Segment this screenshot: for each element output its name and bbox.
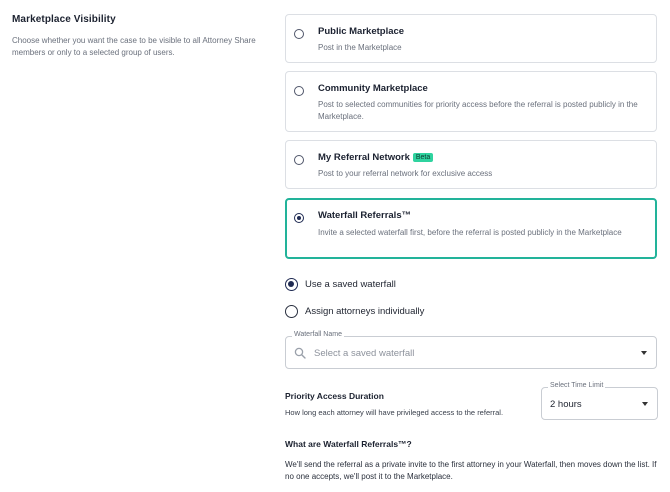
- beta-badge: Beta: [413, 153, 433, 162]
- time-limit-label: Select Time Limit: [550, 382, 604, 389]
- priority-description: How long each attorney will have privileged access to the referral.: [285, 408, 504, 417]
- visibility-section-info: [12, 14, 262, 59]
- info-title: What are Waterfall Referrals™?: [285, 439, 412, 449]
- use-saved-waterfall-option[interactable]: [285, 276, 396, 292]
- priority-title: Priority Access Duration: [285, 391, 384, 401]
- option-description: Invite a selected waterfall first, before the referral is posted publicly in the Marketplace: [318, 228, 622, 237]
- section-description: Choose whether you want the case to be visible to all Attorney Share members or only to a selected group of users.: [12, 36, 256, 57]
- time-limit-select[interactable]: [541, 382, 658, 420]
- radio-public-marketplace[interactable]: [294, 29, 304, 39]
- waterfall-name-select[interactable]: [285, 331, 657, 369]
- info-body: We'll send the referral as a private invite to the first attorney in your Waterfall, then moves down the list. If no one accepts, we'll post it to the Marketplace.: [285, 460, 657, 481]
- search-icon: [294, 347, 306, 359]
- option-description: Post to selected communities for priority access before the referral is posted publicly in the Marketplace.: [318, 100, 638, 121]
- assign-individually-option[interactable]: [285, 303, 424, 319]
- use-saved-waterfall-label: Use a saved waterfall: [305, 278, 396, 290]
- option-public-marketplace[interactable]: [285, 14, 657, 63]
- option-my-referral-network[interactable]: [285, 140, 657, 189]
- option-title: Community Marketplace: [318, 83, 428, 94]
- option-community-marketplace[interactable]: [285, 71, 657, 132]
- option-title: Waterfall Referrals™: [318, 210, 412, 221]
- option-title-row: [318, 152, 433, 163]
- waterfall-name-label: Waterfall Name: [294, 331, 342, 338]
- waterfall-name-placeholder: Select a saved waterfall: [314, 348, 415, 359]
- section-title: Marketplace Visibility: [12, 14, 116, 25]
- chevron-down-icon[interactable]: [641, 351, 647, 355]
- assign-individually-label: Assign attorneys individually: [305, 305, 425, 317]
- option-title: My Referral Network: [318, 152, 410, 163]
- option-title: Public Marketplace: [318, 26, 405, 37]
- radio-community-marketplace[interactable]: [294, 86, 304, 96]
- option-waterfall-referrals[interactable]: [285, 198, 657, 259]
- option-description: Post in the Marketplace: [318, 43, 402, 52]
- radio-waterfall-referrals[interactable]: [294, 213, 304, 223]
- time-limit-value: 2 hours: [550, 399, 582, 410]
- assign-individually-radio[interactable]: [285, 305, 298, 318]
- chevron-down-icon[interactable]: [642, 402, 648, 406]
- radio-my-referral-network[interactable]: [294, 155, 304, 165]
- use-saved-waterfall-radio[interactable]: [285, 278, 298, 291]
- option-description: Post to your referral network for exclusive access: [318, 169, 493, 178]
